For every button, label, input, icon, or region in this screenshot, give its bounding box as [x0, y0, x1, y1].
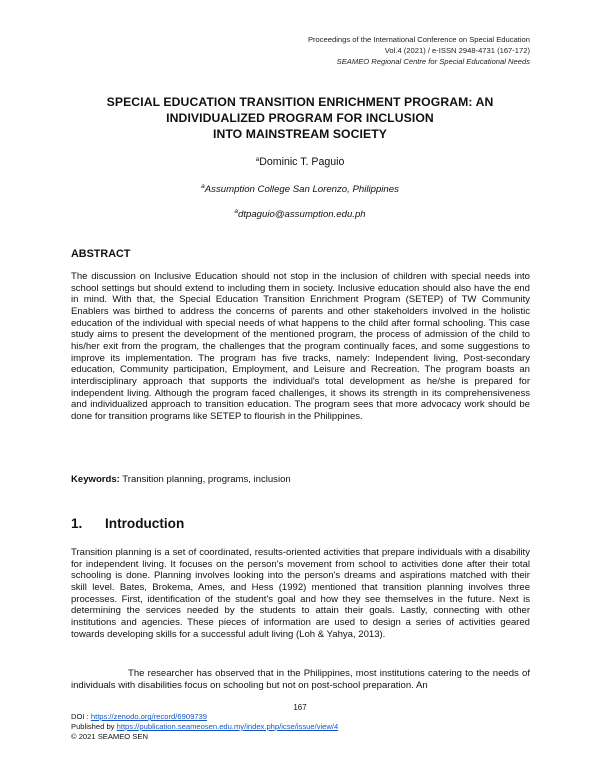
doi-label: DOI :: [71, 712, 89, 721]
abstract-text: The discussion on Inclusive Education should not stop in the inclusion of children with special needs into school settings but should extend to including them in society. Inclusive education should also have the end in mind. With that, the Special Education Transition Enrichment Program (SETEP) of TW Community Enablers was birthed to address the concerns of parents and other stakeholders involved in the holistic education of the individual with special needs of what happens to the child after formal schooling. This case study aims to present the development of the mentioned program, the process of admission of the child to his/her exit from the program, the challenges that the program continually faces, and some suggestions to improve its implementation. The program has five tracks, namely: Independent living, Post-secondary education, Community participation, Employment, and Leisure and Recreation. The program boasts an interdisciplinary approach that supports the individual's total development as he/she is prepared for independent living. Although the program faced challenges, it shows its strength in its comprehensiveness and individualized approach to transition education. The program sees that more advocacy work should be done for transition programs like SETEP to flourish in the Philippines.: [71, 271, 530, 422]
running-header-volume: Vol.4 (2021) / e-ISSN 2948-4731 (167-172): [384, 46, 530, 55]
affiliation-name: Assumption College San Lorenzo, Philippines: [204, 184, 399, 195]
published-label: Published by: [71, 722, 115, 731]
section-heading-introduction: [71, 516, 184, 531]
running-header: [308, 34, 530, 67]
author-superscript: a: [255, 156, 260, 163]
author-name: Dominic T. Paguio: [259, 156, 345, 168]
publisher-link[interactable]: https://publication.seameosen.edu.my/index.php/icse/issue/view/4: [116, 722, 339, 731]
footer: [71, 712, 338, 742]
author-line: [0, 156, 600, 168]
page-number: 167: [293, 703, 307, 712]
affiliation-superscript: a: [201, 183, 205, 190]
email-superscript: a: [234, 208, 238, 215]
paper-title: [60, 94, 540, 142]
footer-published: [71, 722, 338, 732]
running-header-conference: Proceedings of the International Conference on Special Education: [307, 35, 530, 44]
affiliation-line: [0, 183, 600, 195]
keywords-value: Transition planning, programs, inclusion: [122, 474, 291, 485]
abstract-heading: ABSTRACT: [71, 248, 131, 260]
title-line: INTO MAINSTREAM SOCIETY: [212, 127, 388, 141]
footer-copyright: © 2021 SEAMEO SEN: [71, 732, 148, 741]
email-line: [0, 208, 600, 220]
footer-doi: [71, 712, 338, 722]
running-header-publisher: SEAMEO Regional Centre for Special Educational Needs: [336, 57, 530, 66]
author-email: dtpaguio@assumption.edu.ph: [238, 209, 366, 220]
introduction-paragraph-1: Transition planning is a set of coordinated, results-oriented activities that prepare individuals with a disability for independent living. It focuses on the person's movement from school to activities done after their total schooling is done. Planning involves looking into the person's dreams and aspirations matched with their skill level. Bates, Brokema, Ames, and Hess (1992) mentioned that transition planning involves three processes. First, identification of the student's goal and how they see themselves in the future. Next is determining the services needed by the students to attain their goals. Lastly, connecting with other institutions and agencies. These pieces of information are used to design a series of activities geared towards developing skills for a successful adult living (Loh & Yahya, 2013).: [71, 547, 530, 640]
section-title: Introduction: [105, 516, 185, 531]
title-line: SPECIAL EDUCATION TRANSITION ENRICHMENT PROGRAM: AN: [106, 95, 494, 109]
keywords-label: Keywords:: [71, 474, 120, 485]
introduction-paragraph-2: The researcher has observed that in the Philippines, most institutions catering to the needs of individuals with disabilities focus on schooling but not on post-school preparation. An: [71, 668, 530, 691]
doi-link[interactable]: https://zenodo.org/record/6909739: [90, 712, 207, 721]
title-line: INDIVIDUALIZED PROGRAM FOR INCLUSION: [166, 111, 434, 125]
keywords-line: [71, 474, 291, 485]
section-number: 1.: [71, 516, 83, 531]
